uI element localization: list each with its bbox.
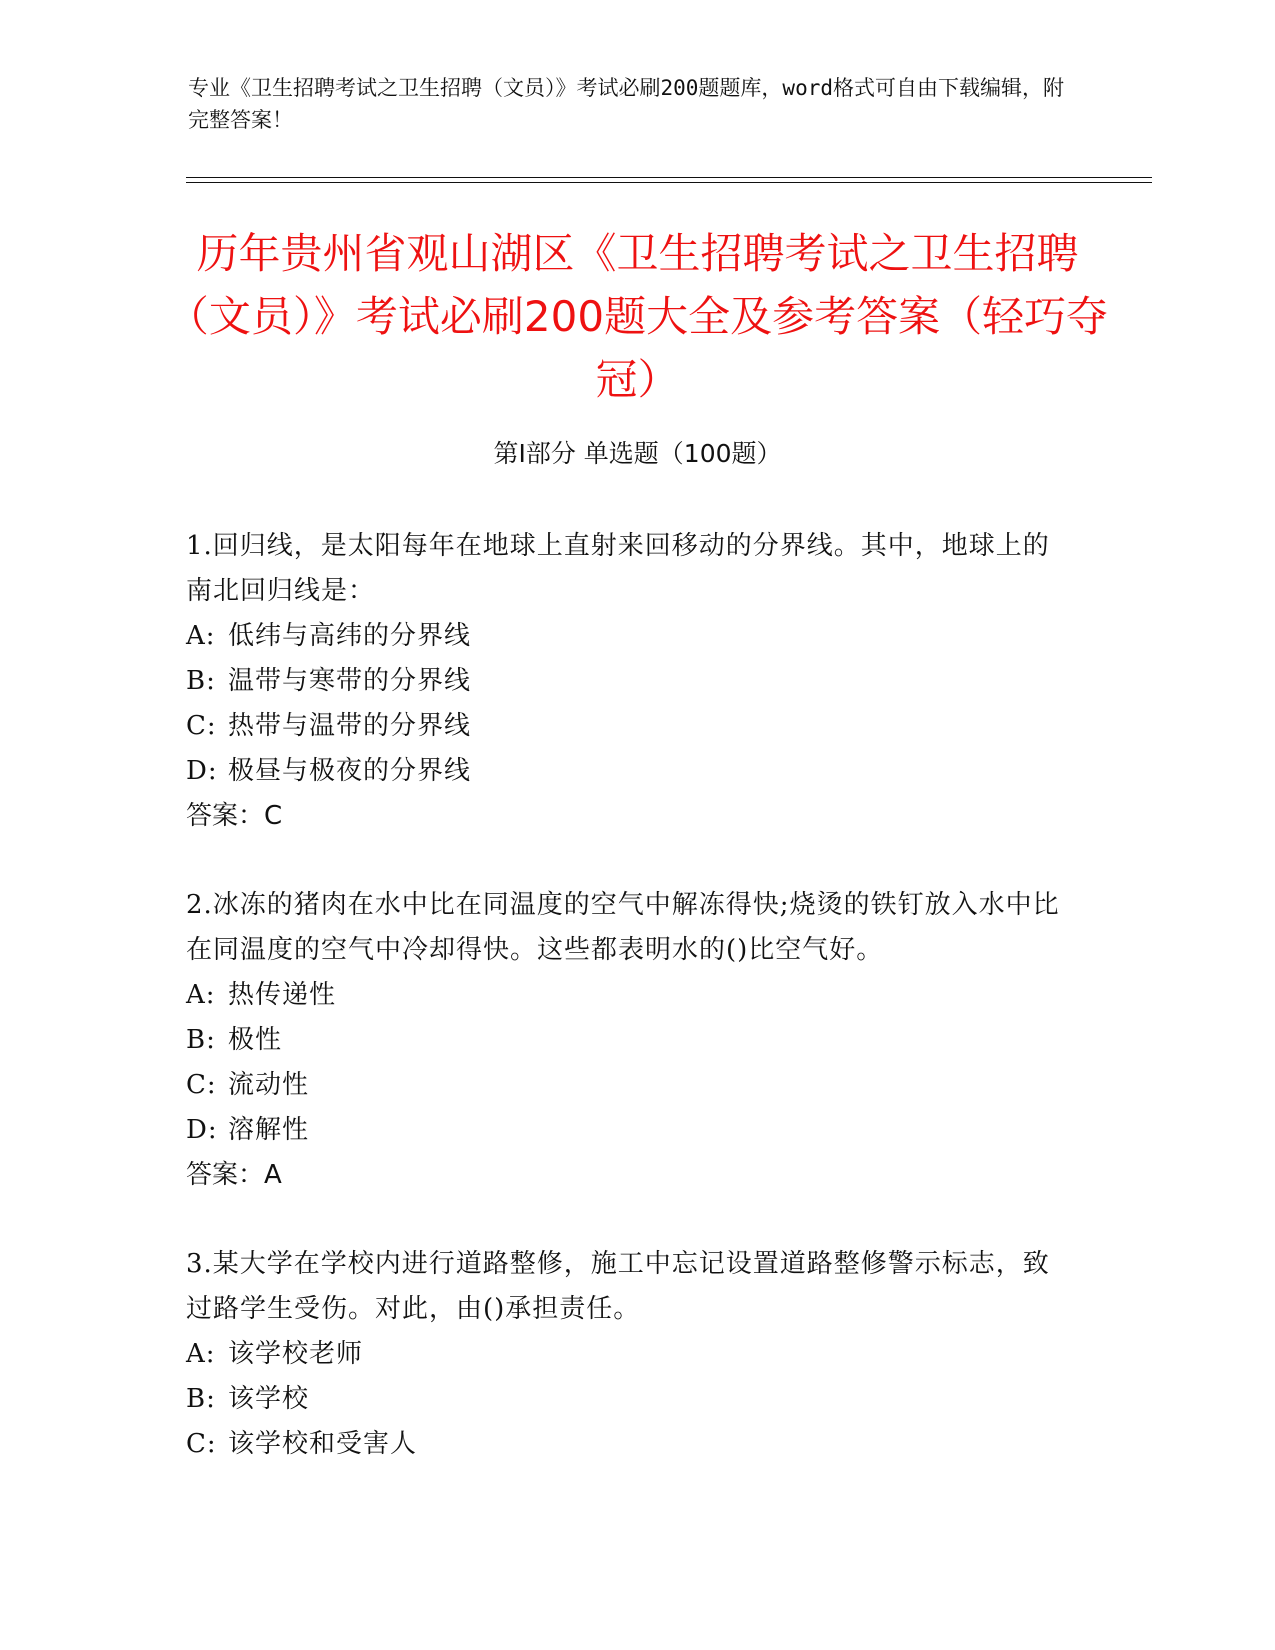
section-title: 第I部分 单选题（100题） [493, 439, 782, 468]
question-stem: 3.某大学在学校内进行道路整修，施工中忘记设置道路整修警示标志，致过路学生受伤。对此，由()承担责任。 [186, 1249, 1050, 1324]
option-key: C: [186, 711, 217, 741]
option-text: 该学校和受害人 [228, 1429, 418, 1459]
option-text: 极昼与极夜的分界线 [228, 756, 472, 786]
option-text: 温带与寒带的分界线 [228, 666, 472, 696]
header-rule-top [186, 177, 1152, 178]
option-text: 该学校老师 [228, 1339, 364, 1369]
option-text: 溶解性 [228, 1115, 310, 1145]
option-key: C: [186, 1070, 217, 1100]
option-text: 极性 [228, 1025, 283, 1055]
option-text: 热带与温带的分界线 [228, 711, 472, 741]
header-note: 专业《卫生招聘考试之卫生招聘（文员）》考试必刷200题题库，word格式可自由下载编辑，附完整答案！ [188, 76, 1064, 132]
option-key: B: [186, 666, 216, 696]
option-text: 热传递性 [228, 980, 337, 1010]
question-stem: 1.回归线，是太阳每年在地球上直射来回移动的分界线。其中，地球上的南北回归线是： [186, 531, 1050, 606]
document-title: 历年贵州省观山湖区《卫生招聘考试之卫生招聘（文员）》考试必刷200题大全及参考答案（轻巧夺冠） [166, 229, 1109, 404]
option-key: A: [186, 980, 216, 1010]
answer-option [186, 659, 1076, 704]
answer-option [186, 1108, 1076, 1153]
answer-line: 答案：A [186, 1160, 282, 1190]
question-stem: 2.冰冻的猪肉在水中比在同温度的空气中解冻得快;烧烫的铁钉放入水中比在同温度的空气中冷却得快。这些都表明水的()比空气好。 [186, 890, 1060, 965]
answer-option [186, 1332, 1076, 1377]
answer-option [186, 1063, 1076, 1108]
option-text: 低纬与高纬的分界线 [228, 621, 472, 651]
option-key: A: [186, 621, 216, 651]
question-item [186, 883, 1076, 1198]
answer-option [186, 749, 1076, 794]
answer-option [186, 973, 1076, 1018]
answer-option [186, 1018, 1076, 1063]
question-list [186, 524, 1076, 1511]
answer-option [186, 1377, 1076, 1422]
question-item [186, 524, 1076, 839]
header-rule-bottom [186, 182, 1152, 183]
option-key: C: [186, 1429, 217, 1459]
option-key: D: [186, 1115, 218, 1145]
answer-option [186, 614, 1076, 659]
option-text: 该学校 [228, 1384, 310, 1414]
answer-option [186, 704, 1076, 749]
option-key: A: [186, 1339, 216, 1369]
option-key: B: [186, 1025, 216, 1055]
option-key: B: [186, 1384, 216, 1414]
answer-line: 答案：C [186, 801, 283, 831]
option-text: 流动性 [228, 1070, 310, 1100]
question-item [186, 1242, 1076, 1467]
answer-option [186, 1422, 1076, 1467]
option-key: D: [186, 756, 218, 786]
